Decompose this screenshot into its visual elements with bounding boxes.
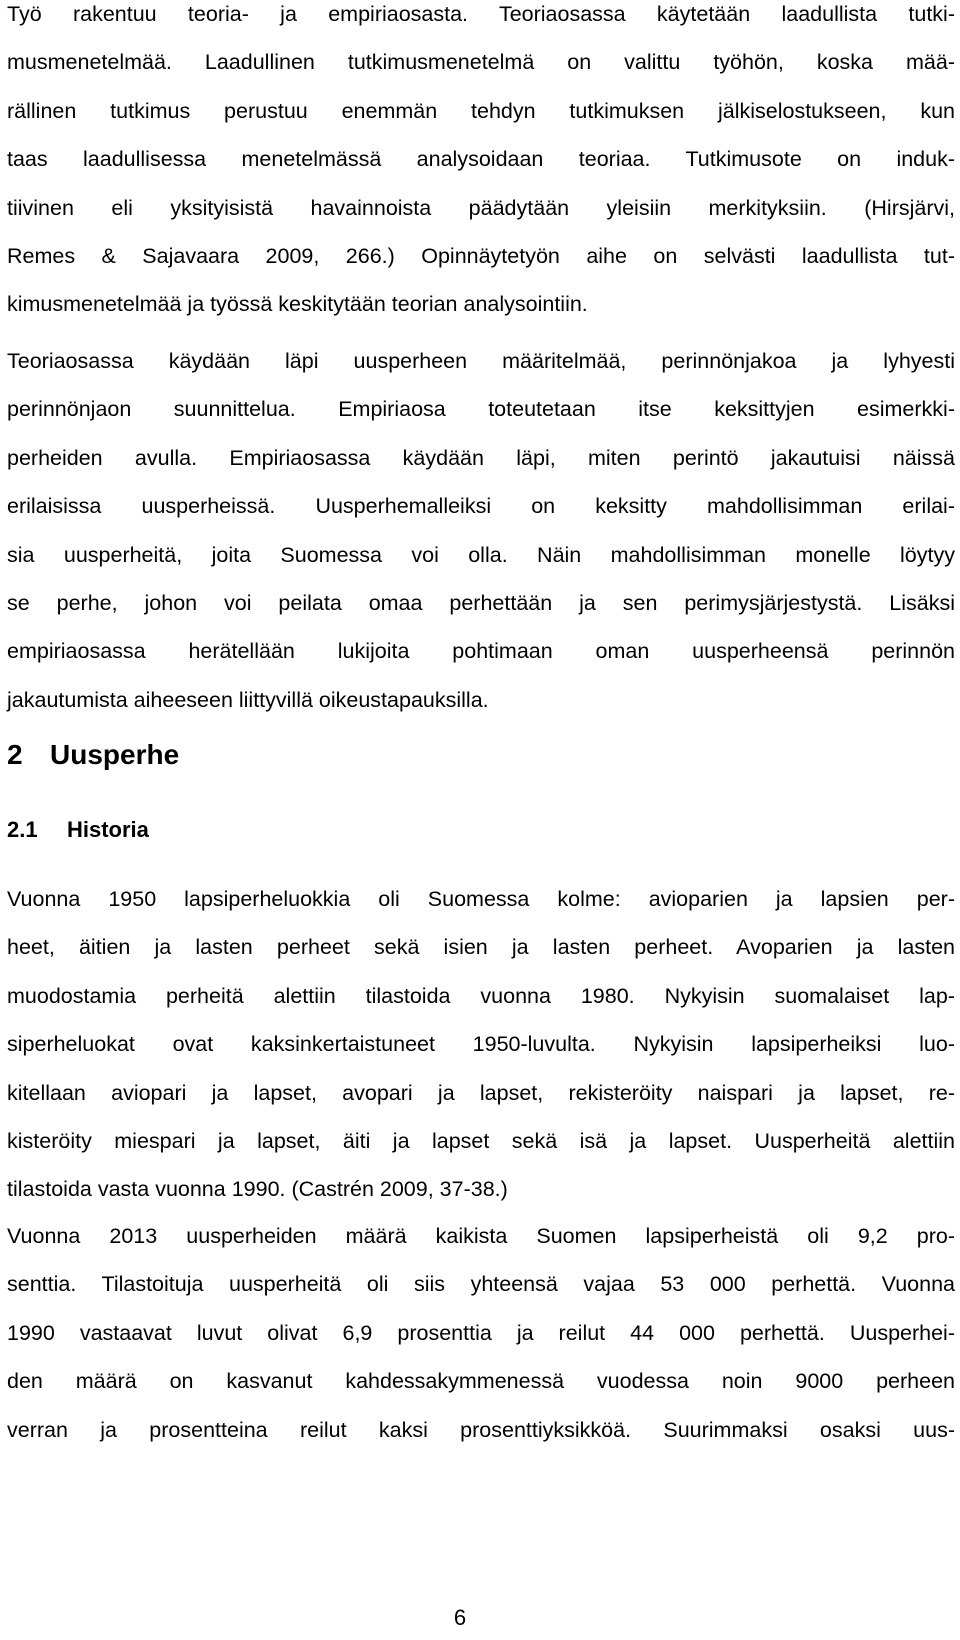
text-line: se perhe, johon voi peilata omaa perhettään ja sen perimysjärjestystä. Lisäksi — [7, 590, 955, 615]
text-line: Teoriaosassa käydään läpi uusperheen määritelmää, perinnönjakoa ja lyhyesti — [7, 349, 955, 373]
text-line: perinnönjaon suunnittelua. Empiriaosa toteutetaan itse keksittyjen esimerkki- — [7, 397, 955, 422]
text-line: heet, äitien ja lasten perheet sekä isien ja lasten perheet. Avoparien ja lasten — [7, 935, 955, 960]
paragraph-statistics — [7, 1212, 955, 1454]
text-line: senttia. Tilastoituja uusperheitä oli siis yhteensä vajaa 53 000 perhettä. Vuonna — [7, 1272, 955, 1297]
subsection-heading — [7, 812, 149, 848]
text-line: Vuonna 1950 lapsiperheluokkia oli Suomessa kolme: avioparien ja lapsien per- — [7, 887, 955, 911]
text-line: 1990 vastaavat luvut olivat 6,9 prosenttia ja reilut 44 000 perhettä. Uusperhei- — [7, 1320, 955, 1345]
text-line: taas laadullisessa menetelmässä analysoidaan teoriaa. Tutkimusote on induk- — [7, 147, 955, 172]
text-line: kitellaan aviopari ja lapset, avopari ja lapset, rekisteröity naispari ja lapset, re- — [7, 1080, 955, 1105]
text-line: Työ rakentuu teoria- ja empiriaosasta. Teoriaosassa käytetään laadullista tutki- — [7, 2, 955, 26]
text-line: Vuonna 2013 uusperheiden määrä kaikista Suomen lapsiperheistä oli 9,2 pro- — [7, 1224, 955, 1248]
text-line: siperheluokat ovat kaksinkertaistuneet 1950-luvulta. Nykyisin lapsiperheiksi luo- — [7, 1032, 955, 1057]
section-number: 2 — [7, 739, 23, 770]
text-line: muodostamia perheitä alettiin tilastoida vuonna 1980. Nykyisin suomalaiset lap- — [7, 983, 955, 1008]
text-line: Remes & Sajavaara 2009, 266.) Opinnäytetyön aihe on selvästi laadullista tut- — [7, 243, 955, 268]
text-line: musmenetelmää. Laadullinen tutkimusmenetelmä on valittu työhön, koska mää- — [7, 50, 955, 75]
text-line: den määrä on kasvanut kahdessakymmenessä vuodessa noin 9000 perheen — [7, 1369, 955, 1394]
paragraph-structure — [7, 337, 955, 724]
text-line: verran ja prosentteina reilut kaksi prosenttiyksikköä. Suurimmaksi osaksi uus- — [7, 1417, 955, 1442]
text-line: tiivinen eli yksityisistä havainnoista päädytään yleisiin merkityksiin. (Hirsjärvi, — [7, 195, 955, 220]
text-line: kisteröity miespari ja lapset, äiti ja lapset sekä isä ja lapset. Uusperheitä alettiin — [7, 1128, 955, 1153]
paragraph-method — [7, 0, 955, 329]
text-line: empiriaosassa herätellään lukijoita pohtimaan oman uusperheensä perinnön — [7, 639, 955, 664]
section-title: Uusperhe — [50, 739, 180, 770]
text-line: erilaisissa uusperheissä. Uusperhemalleiksi on keksitty mahdollisimman erilai- — [7, 494, 955, 519]
subsection-number: 2.1 — [7, 817, 38, 842]
text-line: rällinen tutkimus perustuu enemmän tehdyn tutkimuksen jälkiselostukseen, kun — [7, 98, 955, 123]
section-heading — [7, 733, 179, 777]
subsection-title: Historia — [67, 817, 149, 842]
paragraph-history — [7, 875, 955, 1214]
page-number: 6 — [453, 1605, 467, 1630]
text-line: tilastoida vasta vuonna 1990. (Castrén 2009, 37-38.) — [7, 1177, 508, 1202]
text-line: jakautumista aiheeseen liittyvillä oikeustapauksilla. — [7, 687, 489, 712]
text-line: sia uusperheitä, joita Suomessa voi olla. Näin mahdollisimman monelle löytyy — [7, 542, 955, 567]
text-line: kimusmenetelmää ja työssä keskitytään teorian analysointiin. — [7, 292, 588, 317]
text-line: perheiden avulla. Empiriaosassa käydään läpi, miten perintö jakautuisi näissä — [7, 445, 955, 470]
